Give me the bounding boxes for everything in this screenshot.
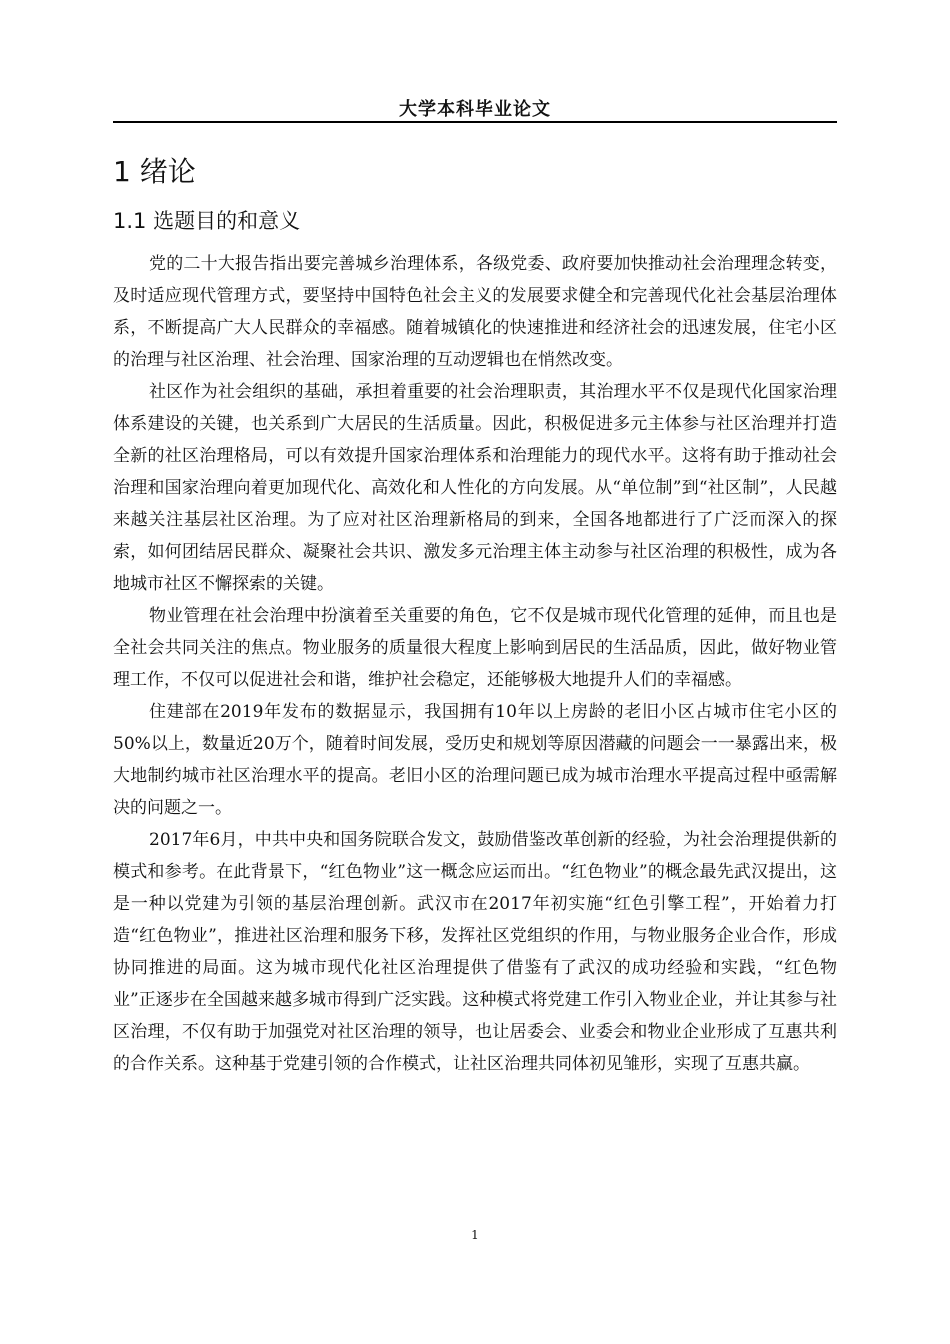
page-number: 1 [471,1228,479,1242]
paragraph: 物业管理在社会治理中扮演着至关重要的角色，它不仅是城市现代化管理的延伸，而且也是全社会共同关注的焦点。物业服务的质量很大程度上影响到居民的生活品质，因此，做好物业管理工作，不仅可以促进社会和谐，维护社会稳定，还能够极大地提升人们的幸福感。 [113,606,837,690]
section-heading: 1.1 选题目的和意义 [113,209,301,233]
paragraph: 住建部在2019年发布的数据显示，我国拥有10年以上房龄的老旧小区占城市住宅小区的50%以上，数量近20万个，随着时间发展，受历史和规划等原因潜藏的问题会一一暴露出来，极大地制约城市社区治理水平的提高。老旧小区的治理问题已成为城市治理水平提高过程中亟需解决的问题之一。 [113,702,837,818]
header-divider [113,121,837,123]
paragraph: 2017年6月，中共中央和国务院联合发文，鼓励借鉴改革创新的经验，为社会治理提供新的模式和参考。在此背景下，“红色物业”这一概念应运而出。“红色物业”的概念最先武汉提出，这是一种以党建为引领的基层治理创新。武汉市在2017年初实施“红色引擎工程”，开始着力打造“红色物业”，推进社区治理和服务下移，发挥社区党组织的作用，与物业服务企业合作，形成协同推进的局面。这为城市现代化社区治理提供了借鉴有了武汉的成功经验和实践，“红色物业”正逐步在全国越来越多城市得到广泛实践。这种模式将党建工作引入物业企业，并让其参与社区治理，不仅有助于加强党对社区治理的领导，也让居委会、业委会和物业企业形成了互惠共利的合作关系。这种基于党建引领的合作模式，让社区治理共同体初见雏形，实现了互惠共赢。 [113,830,837,1074]
running-header-title: 大学本科毕业论文 [399,99,551,120]
body-text [113,248,837,1080]
paragraph: 党的二十大报告指出要完善城乡治理体系，各级党委、政府要加快推动社会治理理念转变，及时适应现代管理方式，要坚持中国特色社会主义的发展要求健全和完善现代化社会基层治理体系，不断提高广大人民群众的幸福感。随着城镇化的快速推进和经济社会的迅速发展，住宅小区的治理与社区治理、社会治理、国家治理的互动逻辑也在悄然改变。 [113,254,837,370]
paragraph: 社区作为社会组织的基础，承担着重要的社会治理职责，其治理水平不仅是现代化国家治理体系建设的关键，也关系到广大居民的生活质量。因此，积极促进多元主体参与社区治理并打造全新的社区治理格局，可以有效提升国家治理体系和治理能力的现代水平。这将有助于推动社会治理和国家治理向着更加现代化、高效化和人性化的方向发展。从“单位制”到“社区制”，人民越来越关注基层社区治理。为了应对社区治理新格局的到来，全国各地都进行了广泛而深入的探索，如何团结居民群众、凝聚社会共识、激发多元治理主体主动参与社区治理的积极性，成为各地城市社区不懈探索的关键。 [113,382,837,594]
chapter-heading: 1 绪论 [113,155,196,188]
